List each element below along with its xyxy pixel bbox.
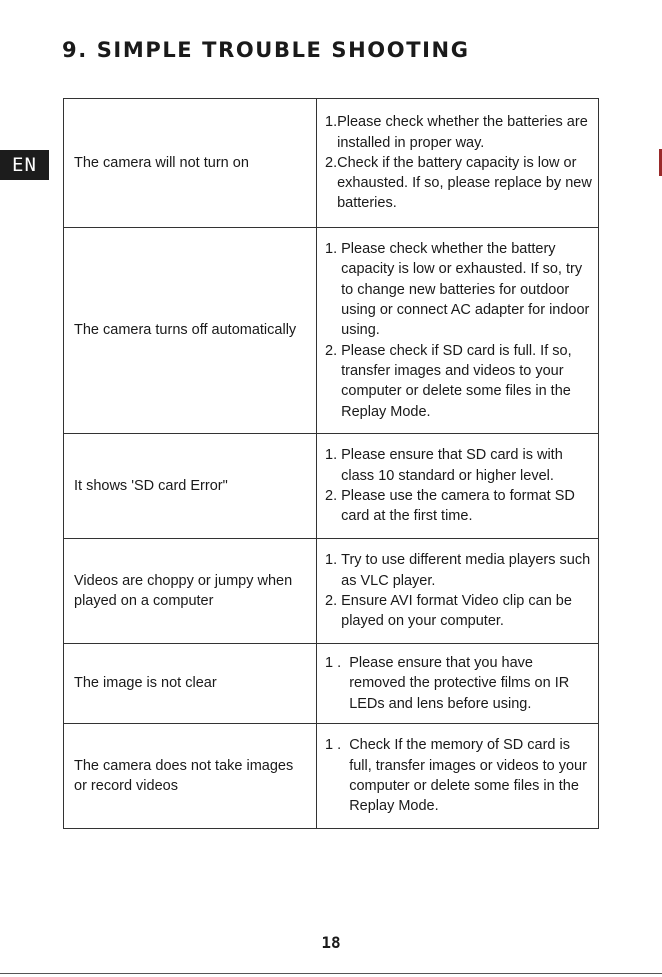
solution-cell [317,724,599,829]
troubleshooting-table [63,98,599,829]
table-row [64,724,599,829]
solution-step [325,239,592,340]
step-text: Please check whether the batteries are installed in proper way. [337,114,588,151]
problem-cell: The camera will not turn on [64,99,317,228]
step-number: 1. [325,114,338,131]
problem-cell: The camera does not take images or record videos [64,724,317,829]
solution-step [325,653,592,714]
step-text: Check if the battery capacity is low or exhausted. If so, please replace by new batteries. [337,154,592,212]
step-number: 1 . [325,655,350,672]
problem-cell: It shows 'SD card Error" [64,434,317,539]
step-number: 2. [325,488,342,504]
problem-cell: Videos are choppy or jumpy when played on a computer [64,539,317,644]
solution-step [325,591,592,632]
step-text: Try to use different media players such as VLC player. [341,552,591,589]
bottom-rule [0,973,662,974]
solution-step [325,735,592,816]
step-number: 1. [325,447,342,464]
solution-step [325,445,592,486]
solution-step [325,341,592,422]
problem-cell: The image is not clear [64,644,317,724]
table-row [64,644,599,724]
step-text: Please check if SD card is full. If so, transfer images and videos to your computer or delete some files in the Replay Mode. [341,342,572,420]
solution-step [325,550,592,591]
solution-step [325,112,592,153]
solution-step [325,486,592,527]
table-row [64,434,599,539]
step-text: Please use the camera to format SD card at the first time. [341,488,575,525]
step-number: 1 . [325,737,350,754]
solution-cell [317,644,599,724]
solution-cell [317,228,599,434]
step-text: Ensure AVI format Video clip can be played on your computer. [341,593,572,630]
solution-cell [317,99,599,228]
step-text: Please ensure that SD card is with class 10 standard or higher level. [341,447,563,484]
step-number: 1. [325,241,342,258]
solution-step [325,153,592,214]
table-row [64,539,599,644]
step-text: Check If the memory of SD card is full, transfer images or videos to your computer or delete some files in the Replay Mode. [349,737,587,815]
page-title: 9. SIMPLE TROUBLE SHOOTING [62,38,470,62]
step-number: 2. [325,342,342,359]
solution-cell [317,434,599,539]
step-number: 1. [325,552,342,569]
step-text: Please check whether the battery capacity is low or exhausted. If so, try to change new batteries for outdoor using or connect AC adapter for indoor using. [341,241,590,339]
step-number: 2. [325,154,338,171]
table-row [64,228,599,434]
language-tab: EN [0,150,49,180]
solution-cell [317,539,599,644]
page-number: 18 [321,933,341,952]
step-text: Please ensure that you have removed the protective films on IR LEDs and lens before using. [349,655,570,712]
table-row [64,99,599,228]
step-number: 2. [325,593,342,609]
problem-cell: The camera turns off automatically [64,228,317,434]
